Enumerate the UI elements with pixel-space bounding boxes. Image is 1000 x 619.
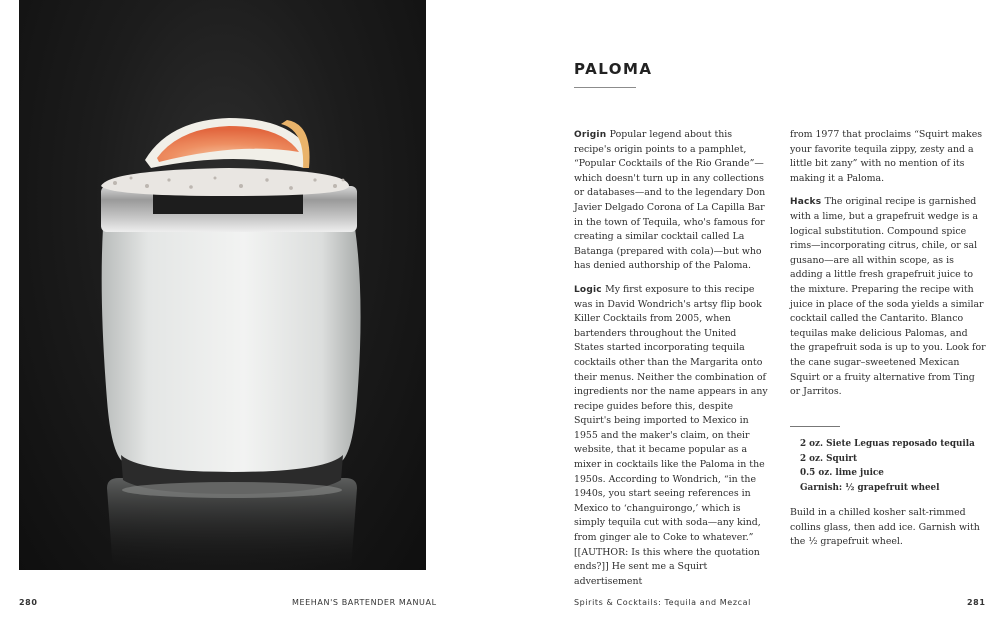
hacks-paragraph (790, 195, 986, 399)
origin-label: Origin (574, 130, 607, 140)
title-rule (574, 87, 636, 88)
cocktail-illustration (19, 0, 426, 570)
text-column-2 (790, 128, 986, 409)
glass-base-highlight (122, 482, 342, 498)
continued-paragraph: from 1977 that proclaims “Squirt makes your favorite tequila zippy, zesty and a little bit zany” with no mention of its making it a Paloma. (790, 129, 983, 184)
origin-text: Popular legend about this recipe's origin points to a pamphlet, “Popular Cocktails of the Rio Grande”—which doesn't turn up in any collections or databases—and to the legendary Don Javier Delgado Corona of La Capilla Bar in the town of Tequila, who's famous for creating a similar cocktail called La Batanga (prepared with cola)—but who has denied authorship of the Paloma. (574, 129, 766, 272)
salt-rim (101, 168, 349, 196)
spec-rule (790, 426, 840, 427)
running-head-right: Spirits & Cocktails: Tequila and Mezcal (574, 598, 751, 607)
right-page (500, 0, 1000, 619)
spec-item: 0.5 oz. lime juice (800, 468, 884, 479)
recipe-spec-list (800, 437, 986, 495)
folio-number-right: 281 (967, 598, 986, 607)
hacks-text: The original recipe is garnished with a lime, but a grapefruit wedge is a logical substitution. Compound spice rims—incorporating citrus, chile, or sal gusano—are all within scope, as is adding a little fresh grapefruit juice to the mixture. Preparing the recipe with juice in place of the soda yields a similar cocktail called the Cantarito. Blanco tequilas make delicious Palomas, and the grapefruit soda is up to you. Look for the cane sugar–sweetened Mexican Squirt or a fruity alternative from Ting or Jarritos. (790, 196, 986, 398)
logic-text: My first exposure to this recipe was in David Wondrich's artsy flip book Killer Cocktails from 2005, when bartenders throughout the United States started incorporating tequila cocktails other than the Margarita onto their menus. Neither the combination of ingredients nor the name appears in any recipe guides before this, despite Squirt's being imported to Mexico in 1955 and the maker's claim, on their website, that it became popular as a mixer in cocktails like the Paloma in the 1950s. According to Wondrich, “in the 1940s, you start seeing references in Mexico to ‘changuirongo,’ which is simply tequila cut with soda—any kind, from ginger ale to Coke to whatever.” [[AUTHOR: Is this where the quotation ends?]] He sent me a Squirt advertisement (574, 283, 768, 587)
running-head-left: MEEHAN'S BARTENDER MANUAL (292, 598, 437, 607)
recipe-method: Build in a chilled kosher salt-rimmed collins glass, then add ice. Garnish with the ½ grapefruit wheel. (790, 507, 980, 548)
spec-item: 2 oz. Squirt (800, 453, 858, 464)
spec-item: Garnish: ½ grapefruit wheel (800, 482, 940, 493)
glass-body (102, 228, 361, 472)
recipe-title: PALOMA (574, 60, 653, 78)
origin-paragraph (574, 128, 768, 274)
paloma-cocktail-photo (19, 0, 426, 570)
logic-paragraph (574, 283, 768, 589)
folio-number-left: 280 (19, 598, 38, 607)
hacks-label: Hacks (790, 197, 822, 208)
logic-label: Logic (574, 284, 602, 295)
spec-item: 2 oz. Siete Leguas reposado tequila (800, 439, 975, 449)
text-column-1 (574, 128, 768, 598)
